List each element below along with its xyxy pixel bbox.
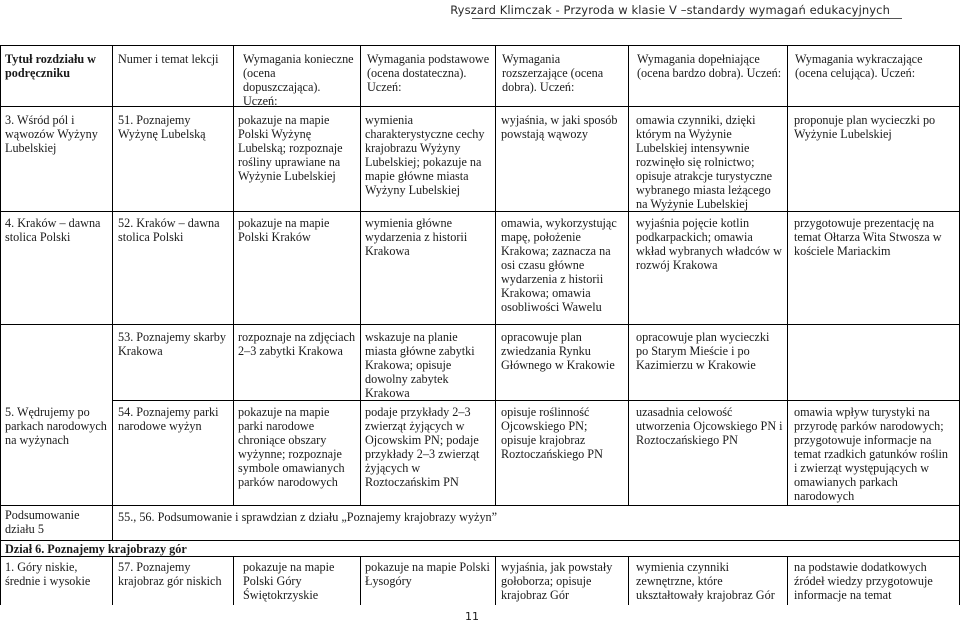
lesson-cell: 53. Poznajemy skarby Krakowa — [118, 330, 226, 358]
page-header — [0, 3, 960, 19]
extended-cell: opracowuje plan zwiedzania Rynku Głównego w Krakowie — [501, 330, 615, 372]
exceeding-cell: proponuje plan wycieczki po Wyżynie Lubelskiej — [794, 113, 936, 141]
lesson-cell: 57. Poznajemy krajobraz gór niskich — [118, 560, 222, 588]
table-border — [0, 45, 1, 605]
table-border — [0, 106, 960, 107]
required-cell: pokazuje na mapie Polski Kraków — [238, 216, 330, 244]
summary-lesson-cell: 55., 56. Podsumowanie i sprawdzian z działu „Poznajemy krajobrazy wyżyn” — [118, 510, 498, 524]
basic-cell: wymienia charakterystyczne cechy krajobrazu Wyżyny Lubelskiej; pokazuje na mapie główne miasta Wyżyny Lubelskiej — [365, 113, 485, 197]
required-cell: pokazuje na mapie Polski Wyżynę Lubelską; rozpoznaje rośliny uprawiane na Wyżynie Lubelskiej — [238, 113, 343, 183]
exceeding-cell: na podstawie dodatkowych źródeł wiedzy przygotowuje informacje na temat — [794, 560, 933, 602]
table-border — [787, 556, 788, 605]
chapter-title-cell: 5. Wędrujemy po parkach narodowych na wyżynach — [5, 405, 107, 447]
header-text: Ryszard Klimczak - Przyroda w klasie V –standardy wymagań edukacyjnych — [450, 3, 890, 17]
table-border — [233, 45, 234, 505]
extended-cell: wyjaśnia, jak powstały gołoborza; opisuje krajobraz Gór — [501, 560, 613, 602]
table-border — [0, 556, 960, 557]
table-border — [0, 505, 960, 506]
header-lesson: Numer i temat lekcji — [118, 52, 219, 66]
header-chapter-title: Tytuł rozdziału w podręczniku — [5, 52, 96, 80]
table-border — [112, 400, 960, 401]
exceeding-cell: omawia wpływ turystyki na przyrodę parków narodowych; przygotowuje informacje na temat rzadkich gatunków roślin i zwierząt występujących w omawianych parkach narodowych — [794, 405, 948, 503]
basic-cell: podaje przykłady 2–3 zwierząt żyjących w Ojcowskim PN; podaje przykłady 2–3 zwierząt żyjących w Roztoczańskim PN — [365, 405, 480, 489]
header-extended: Wymagania rozszerzające (ocena dobra). Uczeń: — [502, 52, 604, 94]
table-border — [628, 45, 629, 505]
lesson-cell: 51. Poznajemy Wyżynę Lubelską — [118, 113, 206, 141]
table-border — [0, 324, 960, 325]
header-required: Wymagania konieczne (ocena dopuszczająca). Uczeń: — [243, 52, 354, 108]
header-basic: Wymagania podstawowe (ocena dostateczna). Uczeń: — [367, 52, 490, 94]
exceeding-cell: przygotowuje prezentację na temat Ołtarza Wita Stwosza w kościele Mariackim — [794, 216, 942, 258]
complementary-cell: uzasadnia celowość utworzenia Ojcowskiego PN i Roztoczańskiego PN — [636, 405, 783, 447]
lesson-cell: 52. Kraków – dawna stolica Polski — [118, 216, 220, 244]
table-border — [495, 556, 496, 605]
table-border — [0, 45, 960, 46]
chapter-title-cell: 4. Kraków – dawna stolica Polski — [5, 216, 101, 244]
chapter-title-cell: 3. Wśród pól i wąwozów Wyżyny Lubelskiej — [5, 113, 98, 155]
extended-cell: wyjaśnia, w jaki sposób powstają wąwozy — [501, 113, 618, 141]
basic-cell: wymienia główne wydarzenia z historii Krakowa — [365, 216, 468, 258]
table-border — [0, 211, 960, 212]
table-border — [495, 45, 496, 505]
extended-cell: omawia, wykorzystując mapę, położenie Krakowa; zaznacza na osi czasu główne wydarzenia z historii Krakowa; omawia osobliwości Wawelu — [501, 216, 617, 314]
extended-cell: opisuje roślinność Ojcowskiego PN; opisuje krajobraz Roztoczańskiego PN — [501, 405, 603, 461]
chapter-title-cell: 1. Góry niskie, średnie i wysokie — [5, 560, 91, 588]
table-border — [112, 45, 113, 540]
basic-cell: wskazuje na planie miasta główne zabytki Krakowa; opisuje dowolny zabytek Krakowa — [365, 330, 475, 400]
header-exceeding: Wymagania wykraczające (ocena celująca). Uczeń: — [795, 52, 923, 80]
table-border — [233, 556, 234, 605]
required-cell: pokazuje na mapie parki narodowe chroniące obszary wyżynne; rozpoznaje symbole omawianych parków narodowych — [238, 405, 345, 489]
table-border — [360, 556, 361, 605]
complementary-cell: omawia czynniki, dzięki którym na Wyżynie Lubelskiej intensywnie rozwinęło się rolnictwo; opisuje atrakcje turystyczne wybranego miasta leżącego na Wyżynie Lubelskiej — [636, 113, 773, 211]
complementary-cell: wyjaśnia pojęcie kotlin podkarpackich; omawia wkład wybranych władców w rozwój Krakowa — [636, 216, 782, 272]
page-number: 11 — [465, 610, 479, 623]
complementary-cell: wymienia czynniki zewnętrzne, które ukształtowały krajobraz Gór — [636, 560, 775, 602]
complementary-cell: opracowuje plan wycieczki po Starym Mieście i po Kazimierzu w Krakowie — [636, 330, 770, 372]
header-rule — [472, 18, 902, 19]
table-border — [360, 45, 361, 505]
summary-title-cell: Podsumowanie działu 5 — [5, 508, 80, 536]
table-border — [787, 45, 788, 505]
header-complementary: Wymagania dopełniające (ocena bardzo dobra). Uczeń: — [637, 52, 782, 80]
required-cell: rozpoznaje na zdjęciach 2–3 zabytki Krakowa — [238, 330, 356, 358]
lesson-cell: 54. Poznajemy parki narodowe wyżyn — [118, 405, 219, 433]
table-border — [112, 556, 113, 605]
basic-cell: pokazuje na mapie Polski Łysogóry — [365, 560, 490, 588]
table-border — [0, 540, 960, 541]
required-cell: pokazuje na mapie Polski Góry Świętokrzyskie — [243, 560, 335, 602]
section-heading: Dział 6. Poznajemy krajobrazy gór — [5, 542, 187, 556]
table-border — [628, 556, 629, 605]
